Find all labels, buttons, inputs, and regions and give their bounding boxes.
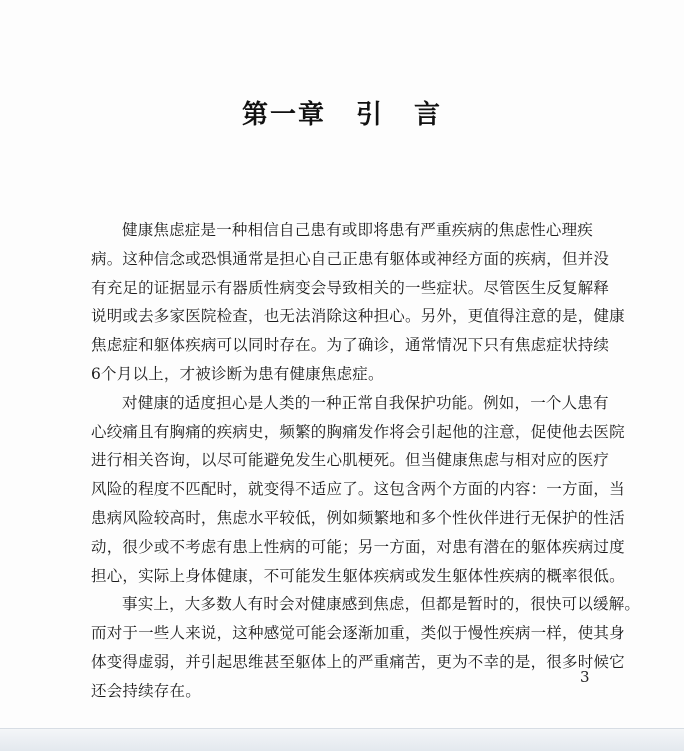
page-number: 3 <box>580 668 590 686</box>
paragraph-2 <box>91 389 625 591</box>
body-text <box>91 216 641 706</box>
text-line: 还会持续存在。 <box>91 681 201 700</box>
text-line: 进行相关咨询，以尽可能避免发生心肌梗死。但当健康焦虑与相对应的医疗 <box>91 451 610 470</box>
text-line: 心绞痛且有胸痛的疾病史，频繁的胸痛发作将会引起他的注意，促使他去医院 <box>91 422 625 441</box>
chapter-name-char-1: 引 <box>355 100 384 130</box>
text-line: 说明或去多家医院检查，也无法消除这种担心。另外，更值得注意的是，健康 <box>91 307 625 326</box>
chapter-title <box>0 94 684 131</box>
text-line: 动，很少或不考虑有患上性病的可能；另一方面，对患有潜在的躯体疾病过度 <box>91 537 625 556</box>
text-line: 担心，实际上身体健康，不可能发生躯体疾病或发生躯体性疾病的概率很低。 <box>91 566 625 585</box>
text-line: 患病风险较高时，焦虑水平较低，例如频繁地和多个性伙伴进行无保护的性活 <box>91 508 625 527</box>
text-line: 体变得虚弱，并引起思维甚至躯体上的严重痛苦，更为不幸的是，很多时候它 <box>91 652 625 671</box>
text-line: 健康焦虑症是一种相信自己患有或即将患有严重疾病的焦虑性心理疾 <box>122 221 594 239</box>
page-bottom-edge <box>0 728 684 751</box>
text-line: 有充足的证据显示有器质性病变会导致相关的一些症状。尽管医生反复解释 <box>91 278 610 297</box>
text-line: 风险的程度不匹配时，就变得不适应了。这包含两个方面的内容：一方面，当 <box>91 480 625 499</box>
text-line: 事实上，大多数人有时会对健康感到焦虑，但都是暂时的，很快可以缓解。 <box>122 595 641 614</box>
text-line: 病。这种信念或恐惧通常是担心自己正患有躯体或神经方面的疾病，但并没 <box>91 249 610 268</box>
text-line: 对健康的适度担心是人类的一种正常自我保护功能。例如，一个人患有 <box>122 393 609 412</box>
text-line: 6个月以上，才被诊断为患有健康焦虑症。 <box>91 364 384 383</box>
paragraph-1 <box>91 216 625 389</box>
text-line: 而对于一些人来说，这种感觉可能会逐渐加重，类似于慢性疾病一样，使其身 <box>91 624 625 643</box>
text-line: 焦虑症和躯体疾病可以同时存在。为了确诊，通常情况下只有焦虑症状持续 <box>91 336 610 355</box>
paragraph-3 <box>91 590 641 705</box>
chapter-name-char-2: 言 <box>414 100 443 130</box>
chapter-number: 第一章 <box>241 100 326 130</box>
